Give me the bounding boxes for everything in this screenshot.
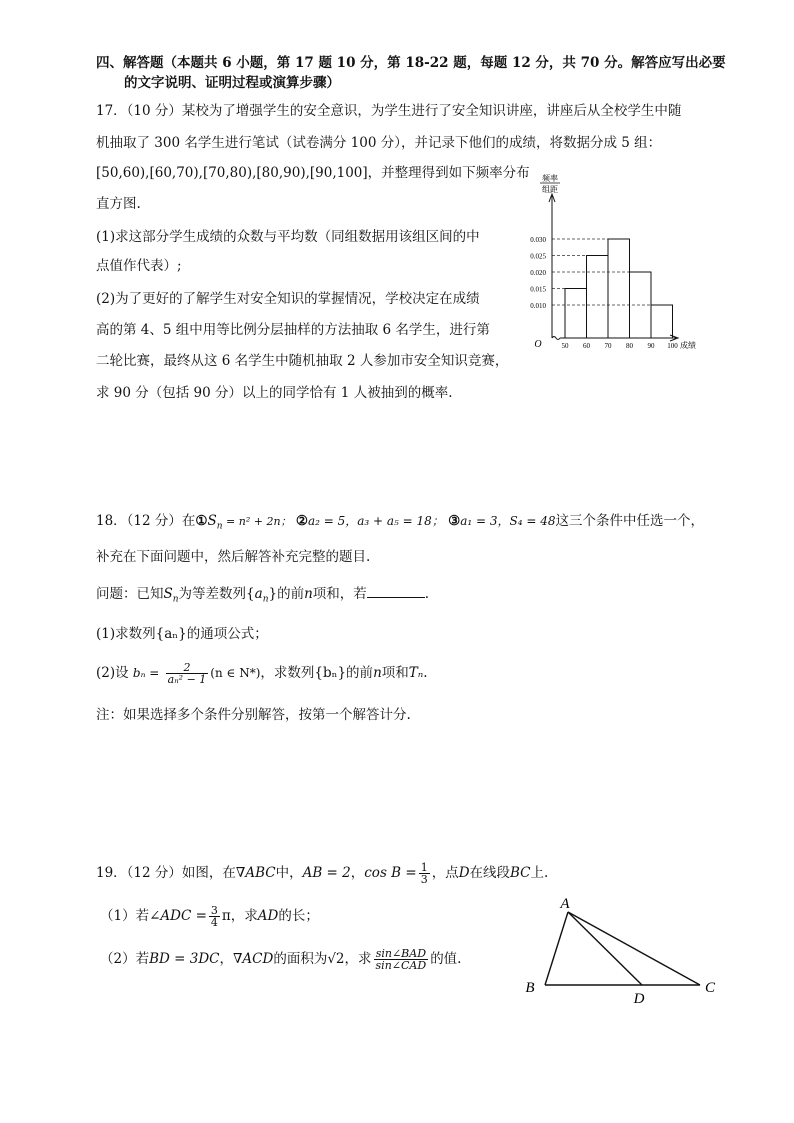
part2-mid: ，求数列{bₙ}的前 bbox=[260, 665, 374, 681]
part2-end: 的值. bbox=[430, 951, 462, 967]
q17-part1-line2: 点值作代表）; bbox=[96, 258, 182, 274]
sine-ratio bbox=[374, 948, 429, 971]
y-tick-label: 0.010 bbox=[530, 302, 546, 310]
q19-prefix: 19．（12 分）如图，在 bbox=[96, 865, 236, 881]
domain-cond: (n ∈ N*) bbox=[210, 666, 261, 680]
q17-part2-line1: (2)为了更好的了解学生对安全知识的掌握情况，学校决定在成绩 bbox=[96, 291, 480, 307]
seq-sub: n bbox=[262, 594, 269, 605]
x-tick-label: 80 bbox=[626, 342, 633, 350]
q18-intro: 18．（12 分）在 bbox=[96, 513, 196, 529]
q17-line3: [50,60),[60,70),[70,80),[80,90),[90,100]，并整理得到如下频率分布 bbox=[96, 165, 530, 181]
section-title-cont: 的文字说明、证明过程或演算步骤） bbox=[124, 75, 340, 91]
y-tick-label: 0.015 bbox=[530, 285, 546, 294]
fraction-numerator: 3 bbox=[210, 904, 218, 917]
vertex-c-label: C bbox=[704, 980, 716, 996]
tn-symbol: Tₙ bbox=[408, 665, 424, 681]
q18-part1: (1)求数列{aₙ}的通项公式； bbox=[96, 626, 268, 642]
histogram-bar bbox=[651, 305, 673, 338]
bd-relation: BD = 3DC bbox=[149, 951, 220, 967]
bn-fraction bbox=[166, 662, 209, 685]
angle-adc: ∠ADC = bbox=[149, 908, 207, 924]
q18-intro-end: 这三个条件中任选一个， bbox=[555, 513, 705, 529]
q19-comma: ， bbox=[350, 865, 365, 881]
q17-part1-line1: (1)求这部分学生成绩的众数与平均数（同组数据用该组区间的中 bbox=[96, 229, 480, 245]
fraction-numerator: sin∠BAD bbox=[374, 948, 429, 960]
q17-line1: 17．（10 分）某校为了增强学生的安全意识，为学生进行了安全知识讲座，讲座后从全校学生中随 bbox=[96, 103, 682, 119]
section-title: 四、解答题（本题共 6 小题，第 17 题 10 分，第 18-22 题，每题 12 分，共 70 分。解答应写出必要 bbox=[96, 55, 726, 71]
triangle-figure bbox=[515, 890, 725, 1010]
q19-line1 bbox=[96, 862, 548, 885]
bn-def: bₙ = bbox=[132, 666, 160, 680]
part2-mid2: ，求 bbox=[344, 951, 372, 967]
x-axis-label: 成绩 bbox=[680, 341, 696, 350]
part1-end: 的长； bbox=[278, 908, 319, 924]
angle-fraction bbox=[209, 905, 220, 928]
point-d-label: D bbox=[633, 991, 645, 1007]
part1-mid: ，求 bbox=[230, 908, 258, 924]
condition-1-mark: ① bbox=[195, 513, 208, 529]
q19-text-3: 在线段 bbox=[469, 865, 511, 881]
q18-problem bbox=[96, 585, 429, 609]
condition-2-formula: a₂ = 5，a₃ + a₅ = 18； bbox=[307, 514, 444, 528]
y-tick-label: 0.030 bbox=[530, 236, 546, 244]
n-symbol-2: n bbox=[373, 665, 382, 681]
side-ab bbox=[545, 912, 568, 985]
n-symbol: n bbox=[304, 586, 313, 602]
segment-ad: AD bbox=[257, 908, 279, 924]
problem-mid2: }的前 bbox=[268, 586, 305, 602]
vertex-b-label: B bbox=[525, 980, 535, 996]
fraction-denominator: aₙ² − 1 bbox=[167, 673, 207, 686]
y-axis-label-bottom: 组距 bbox=[542, 185, 558, 194]
condition-1-formula: = n² + 2n； bbox=[222, 515, 292, 528]
q17-line2: 机抽取了 300 名学生进行笔试（试卷满分 100 分），并记录下他们的成绩，将数据分成 5 组： bbox=[96, 135, 662, 151]
part2-end: . bbox=[423, 665, 428, 681]
problem-suffix: 项和，若 bbox=[312, 586, 367, 602]
y-tick-label: 0.020 bbox=[530, 269, 546, 277]
q17-part2-line4: 求 90 分（包括 90 分）以上的同学恰有 1 人被抽到的概率. bbox=[96, 385, 453, 401]
triangle-acd: ∇ACD bbox=[232, 951, 274, 967]
x-tick-label: 60 bbox=[583, 342, 590, 350]
sum-symbol: S bbox=[163, 586, 173, 602]
fraction-denominator: 3 bbox=[420, 873, 428, 886]
seq-symbol: a bbox=[254, 586, 263, 602]
condition-2-mark: ② bbox=[295, 513, 308, 529]
part2-comma: ， bbox=[219, 951, 233, 967]
axis-break-symbol bbox=[552, 337, 560, 340]
q18-line2: 补充在下面问题中，然后解答补充完整的题目. bbox=[96, 549, 371, 565]
fill-in-blank[interactable] bbox=[367, 585, 425, 598]
condition-1-s: S bbox=[207, 513, 217, 529]
x-tick-label: 100 bbox=[667, 342, 678, 350]
part2-mid2: 项和 bbox=[381, 665, 409, 681]
condition-1-sub: n bbox=[216, 521, 223, 532]
vertex-a-label: A bbox=[560, 896, 570, 912]
q18-note: 注：如果选择多个条件分别解答，按第一个解答计分. bbox=[96, 707, 411, 723]
problem-prefix: 问题：已知 bbox=[96, 586, 164, 602]
fraction-numerator: 1 bbox=[420, 861, 428, 874]
histogram-bar bbox=[587, 256, 609, 339]
fraction-numerator: 2 bbox=[166, 662, 209, 674]
ab-length: AB = 2 bbox=[302, 865, 351, 881]
x-tick-label: 70 bbox=[604, 342, 612, 350]
sqrt2: √2 bbox=[327, 951, 345, 967]
part2-prefix: (2)设 bbox=[96, 665, 129, 681]
problem-mid: 为等差数列{ bbox=[178, 586, 255, 602]
q19-text-1: 中， bbox=[275, 865, 303, 881]
part1-prefix: （1）若 bbox=[100, 908, 150, 924]
q17-line4: 直方图. bbox=[96, 196, 141, 212]
fraction-denominator: 4 bbox=[210, 916, 218, 929]
x-tick-label: 50 bbox=[561, 342, 569, 350]
q19-part1 bbox=[100, 905, 319, 928]
point-d: D bbox=[458, 865, 470, 881]
q17-part2-line3: 二轮比赛，最终从这 6 名学生中随机抽取 2 人参加市安全知识竞赛， bbox=[96, 353, 509, 369]
y-tick-label: 0.025 bbox=[530, 252, 546, 261]
triangle-abc: ∇ABC bbox=[235, 865, 276, 881]
q18-part2 bbox=[96, 662, 428, 685]
segment-bc: BC bbox=[510, 865, 531, 881]
histogram-bar bbox=[565, 289, 587, 339]
q19-part2 bbox=[100, 948, 461, 971]
histogram-bar bbox=[608, 239, 630, 338]
pi-symbol: π bbox=[221, 908, 231, 924]
x-tick-label: 90 bbox=[647, 342, 655, 350]
fraction-denominator: sin∠CAD bbox=[375, 959, 427, 972]
part2-prefix: （2）若 bbox=[100, 951, 150, 967]
part2-mid: 的面积为 bbox=[273, 951, 328, 967]
segment-ad-line bbox=[568, 912, 642, 985]
cos-b-fraction bbox=[419, 862, 430, 885]
y-axis-label-top: 频率 bbox=[542, 174, 558, 183]
problem-end: . bbox=[424, 586, 430, 602]
q18-line1 bbox=[96, 512, 704, 536]
condition-3-formula: a₁ = 3，S₄ = 48 bbox=[460, 514, 556, 528]
q19-text-4: 上. bbox=[530, 865, 549, 881]
condition-3-mark: ③ bbox=[448, 513, 461, 529]
origin-label: O bbox=[534, 339, 542, 350]
cos-b: cos B = bbox=[364, 865, 417, 881]
side-ac bbox=[568, 912, 700, 985]
q19-text-2: ，点 bbox=[431, 865, 459, 881]
q17-part2-line2: 高的第 4、5 组中用等比例分层抽样的方法抽取 6 名学生，进行第 bbox=[96, 322, 490, 338]
sum-sub: n bbox=[172, 594, 179, 605]
frequency-histogram bbox=[510, 168, 710, 358]
